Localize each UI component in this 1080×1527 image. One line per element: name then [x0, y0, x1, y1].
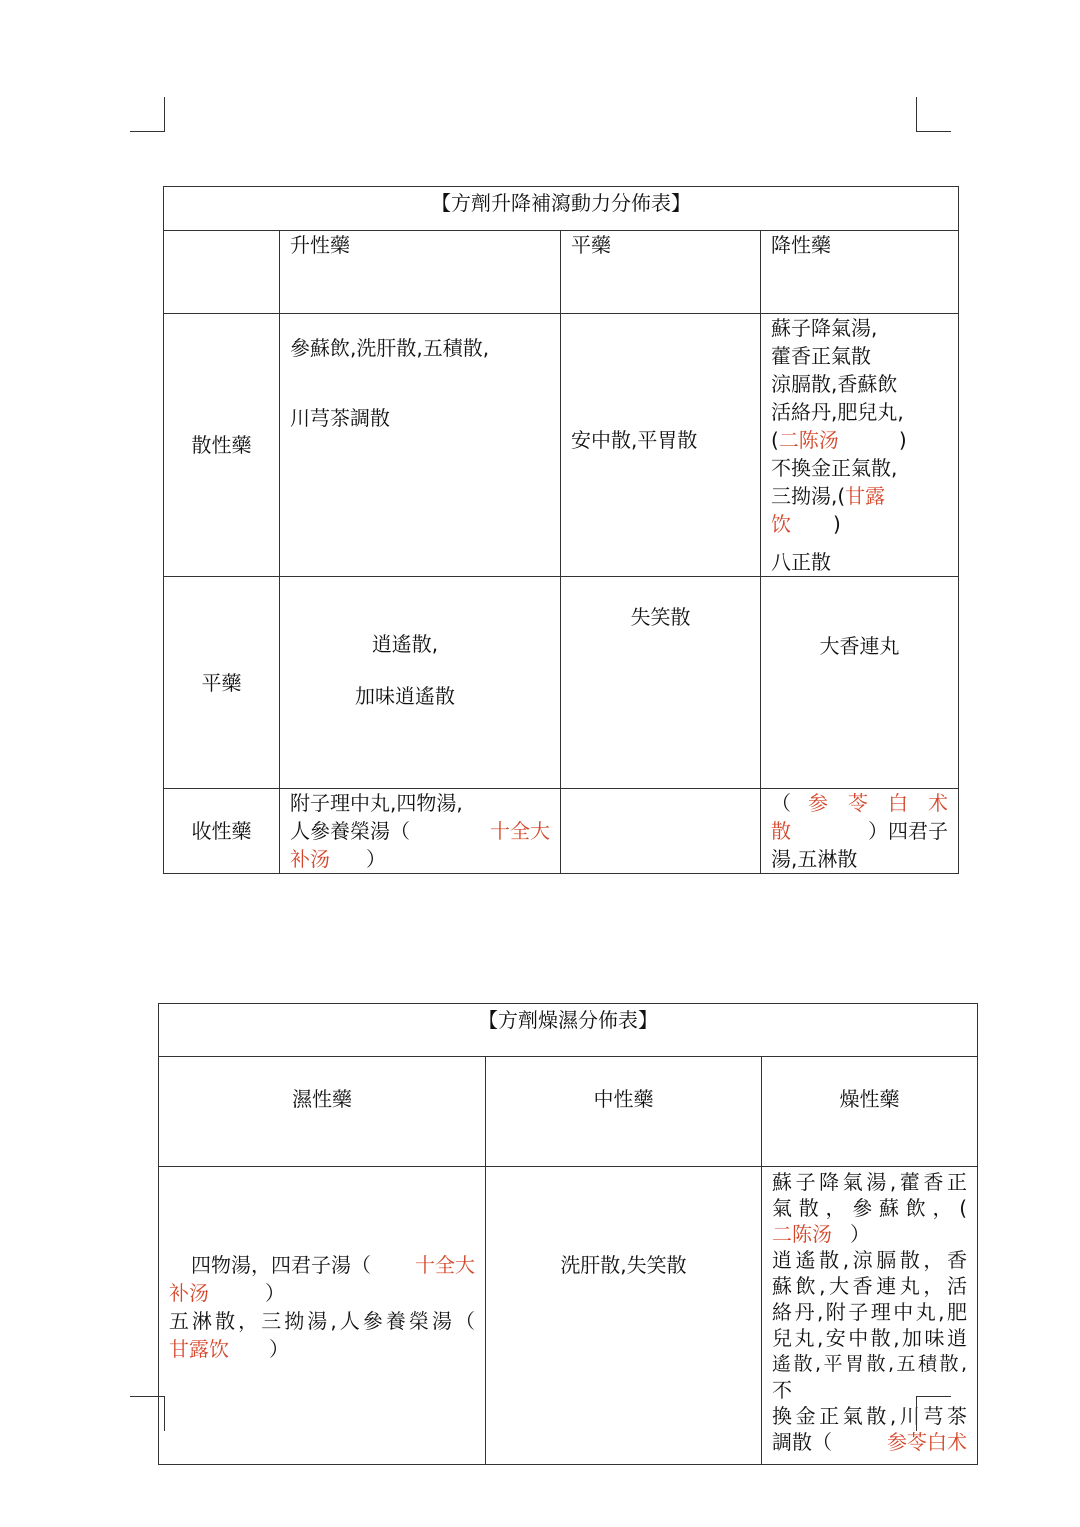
cell-text: 三拗湯,(	[771, 484, 846, 508]
corner-cell	[164, 231, 280, 314]
row-header-ping: 平藥	[164, 577, 280, 789]
cell-text: 不換金正氣散,	[771, 456, 898, 480]
cell-text-mixed	[290, 817, 550, 845]
cell-shou-sheng	[280, 789, 561, 874]
red-formula: 二陈汤	[778, 428, 839, 452]
cell-text: 蘇子降氣湯,藿香正	[772, 1170, 968, 1194]
col-header-zao	[762, 1057, 978, 1167]
cell-text: 換金正氣散,川芎茶	[772, 1404, 968, 1428]
cell-ping-jiang	[761, 577, 959, 789]
red-formula: 饮	[771, 512, 791, 536]
paren: )	[833, 512, 841, 536]
cell-text-mixed	[772, 1429, 967, 1455]
paren: )	[898, 428, 907, 452]
cell-text-mixed	[771, 789, 948, 817]
cell-san-jiang	[761, 314, 959, 577]
cell-san-sheng	[280, 314, 561, 577]
crop-mark-top-left	[130, 97, 165, 132]
cell-text-mixed	[169, 1335, 475, 1363]
red-formula: 补汤	[169, 1281, 209, 1305]
header-text: 濕性藥	[292, 1087, 352, 1111]
cell-text: 四物湯，四君子湯（	[191, 1253, 371, 1277]
cell-text: 洗肝散,失笑散	[560, 1253, 687, 1277]
crop-mark-top-right	[916, 97, 951, 132]
paren: ）	[269, 1337, 289, 1361]
paren: ）	[366, 847, 386, 871]
cell-text: 附子理中丸,四物湯,	[290, 791, 463, 815]
cell-text: 不	[772, 1378, 792, 1402]
table-title: 【方劑升降補瀉動力分佈表】	[164, 187, 959, 231]
cell-text: 人參養榮湯（	[290, 819, 410, 843]
cell-text: 絡丹,附子理中丸,肥	[772, 1300, 968, 1324]
cell-text: 失笑散	[630, 605, 691, 629]
cell-text-mixed	[772, 1221, 967, 1247]
red-formula: 十全大	[490, 819, 550, 843]
ascend-descend-table	[163, 186, 959, 874]
red-formula: 二陈汤	[772, 1222, 832, 1246]
header-text: 中性藥	[593, 1087, 654, 1111]
cell-zhong	[486, 1167, 762, 1465]
cell-text-mixed	[771, 510, 948, 538]
cell-text: 氣散，參蘇飲，(	[772, 1196, 968, 1220]
cell-text: 蘇子降氣湯,	[771, 316, 878, 340]
cell-shou-jiang	[761, 789, 959, 874]
cell-text: 加味逍遙散	[355, 684, 455, 708]
cell-text: ）四君子	[868, 819, 948, 843]
cell-text: 遙散,平胃散,五積散,	[772, 1353, 968, 1375]
red-formula: 参 苓 白 术	[808, 791, 948, 815]
paren: （	[771, 791, 791, 815]
cell-text-mixed	[771, 482, 948, 510]
cell-text: 參蘇飲,洗肝散,五積散,	[290, 336, 490, 360]
dry-damp-table	[158, 1003, 978, 1465]
cell-text: 川芎茶調散	[290, 406, 390, 430]
cell-shou-ping	[561, 789, 761, 874]
cell-text: 活絡丹,肥兒丸,	[771, 400, 904, 424]
col-header-jiang: 降性藥	[761, 231, 959, 314]
red-formula: 十全大	[415, 1253, 475, 1277]
cell-text-mixed	[290, 845, 550, 873]
table-title: 【方劑燥濕分佈表】	[159, 1004, 978, 1057]
red-formula: 散	[771, 819, 791, 843]
cell-text-mixed	[169, 1251, 475, 1279]
row-header-san: 散性藥	[164, 314, 280, 577]
cell-text: 兒丸,安中散,加味逍	[772, 1326, 968, 1350]
red-formula: 补汤	[290, 847, 330, 871]
cell-shi	[159, 1167, 486, 1465]
col-header-sheng: 升性藥	[280, 231, 561, 314]
cell-text: 安中散,平胃散	[571, 428, 698, 452]
cell-text: 蘇飲,大香連丸，活	[772, 1274, 968, 1298]
cell-text: 逍遙散,涼膈散，香	[772, 1248, 968, 1272]
cell-ping-sheng	[280, 577, 561, 789]
col-header-zhong	[486, 1057, 762, 1167]
cell-text: 大香連丸	[819, 634, 900, 658]
header-text: 燥性藥	[839, 1087, 900, 1111]
cell-text: 湯,五淋散	[771, 847, 858, 871]
cell-ping-ping	[561, 577, 761, 789]
paren: ）	[850, 1222, 870, 1246]
red-formula: 参苓白术	[887, 1430, 968, 1454]
crop-mark-bottom-right	[916, 1396, 951, 1431]
row-header-shou: 收性藥	[164, 789, 280, 874]
col-header-shi	[159, 1057, 486, 1167]
crop-mark-bottom-left	[130, 1396, 165, 1431]
red-formula: 甘露饮	[169, 1337, 229, 1361]
cell-text: 藿香正氣散	[771, 344, 871, 368]
cell-text-mixed	[169, 1279, 475, 1307]
cell-san-ping	[561, 314, 761, 577]
cell-text: 八正散	[771, 550, 831, 574]
cell-text: 逍遙散,	[371, 632, 439, 656]
cell-text: 五淋散，三拗湯,人參養榮湯（	[169, 1309, 475, 1333]
paren: (	[771, 428, 779, 452]
red-formula: 甘露	[845, 484, 886, 508]
col-header-ping: 平藥	[561, 231, 761, 314]
paren: ）	[265, 1281, 285, 1305]
cell-text: 調散（	[772, 1430, 832, 1454]
cell-text-mixed	[771, 426, 948, 454]
cell-text: 涼膈散,香蘇飲	[771, 372, 898, 396]
cell-text-mixed	[771, 817, 948, 845]
